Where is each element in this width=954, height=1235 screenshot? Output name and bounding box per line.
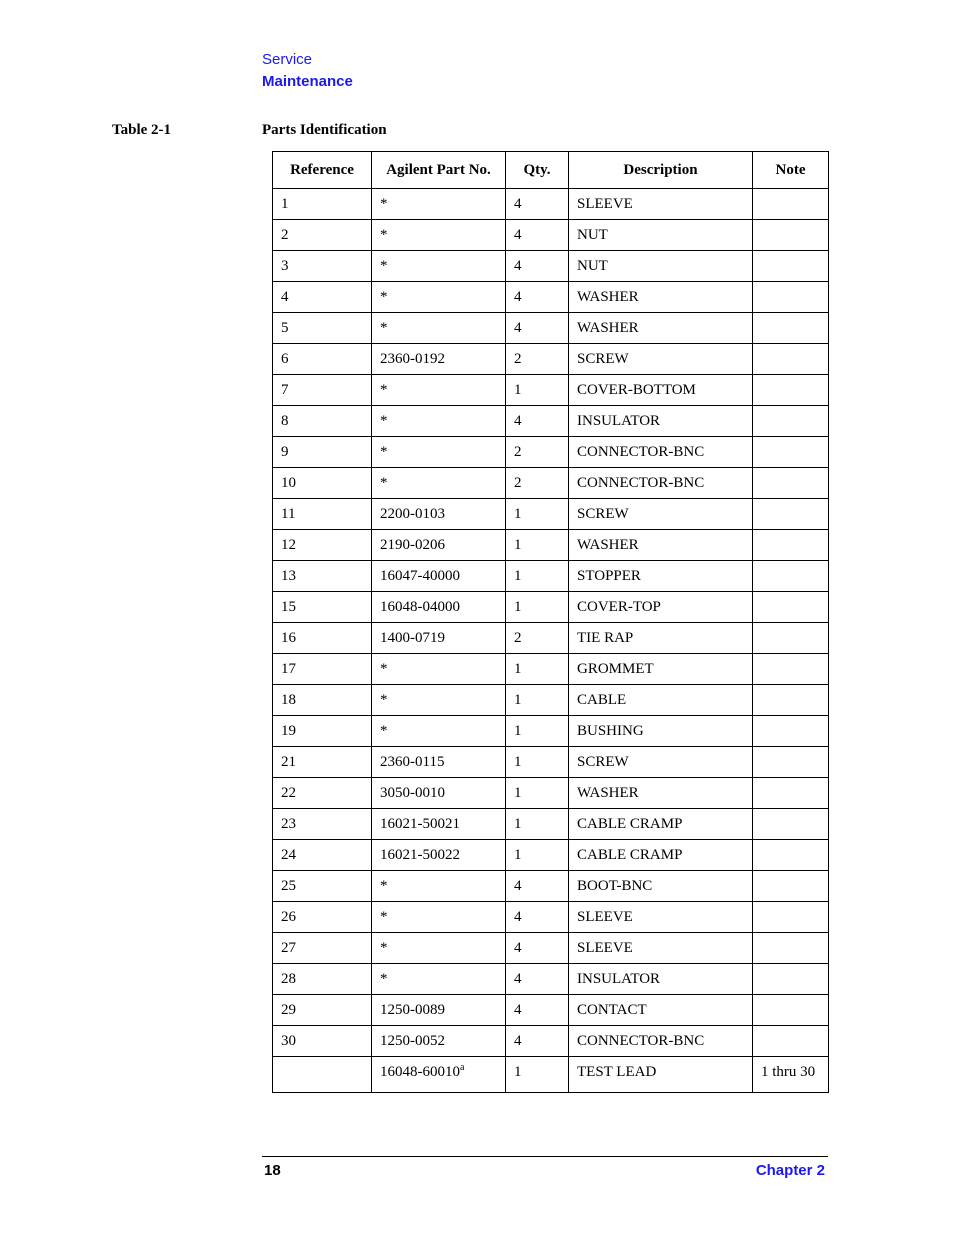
cell-note	[753, 995, 829, 1026]
table-number: Table 2-1	[112, 122, 172, 138]
chapter-link[interactable]: Chapter 2	[755, 1162, 825, 1179]
cell-qty: 1	[506, 1057, 569, 1093]
cell-qty: 1	[506, 499, 569, 530]
table-row	[273, 716, 829, 747]
cell-qty: 1	[506, 685, 569, 716]
column-header-description: Description	[569, 152, 753, 189]
table-row	[273, 685, 829, 716]
cell-qty: 2	[506, 623, 569, 654]
page-number: 18	[264, 1162, 281, 1179]
cell-description: SLEEVE	[569, 933, 753, 964]
cell-part-no: 16047-40000	[372, 561, 506, 592]
cell-part-no: *	[372, 933, 506, 964]
cell-description: CONNECTOR-BNC	[569, 437, 753, 468]
cell-description: CABLE	[569, 685, 753, 716]
cell-description: CABLE CRAMP	[569, 809, 753, 840]
cell-qty: 4	[506, 282, 569, 313]
cell-reference: 23	[273, 809, 372, 840]
table-row	[273, 406, 829, 437]
cell-description: NUT	[569, 251, 753, 282]
cell-part-no: 2360-0192	[372, 344, 506, 375]
table-row	[273, 220, 829, 251]
cell-qty: 4	[506, 1026, 569, 1057]
cell-description: COVER-BOTTOM	[569, 375, 753, 406]
table-row	[273, 840, 829, 871]
cell-note	[753, 406, 829, 437]
cell-description: GROMMET	[569, 654, 753, 685]
table-row	[273, 282, 829, 313]
cell-reference: 4	[273, 282, 372, 313]
cell-reference: 17	[273, 654, 372, 685]
cell-description: WASHER	[569, 778, 753, 809]
cell-note	[753, 344, 829, 375]
cell-reference: 15	[273, 592, 372, 623]
cell-note	[753, 375, 829, 406]
cell-reference: 29	[273, 995, 372, 1026]
cell-reference: 12	[273, 530, 372, 561]
table-row	[273, 592, 829, 623]
table-title: Parts Identification	[262, 122, 387, 138]
cell-part-no: *	[372, 375, 506, 406]
cell-part-no: *	[372, 282, 506, 313]
cell-part-no: 16021-50022	[372, 840, 506, 871]
cell-qty: 1	[506, 778, 569, 809]
cell-note: 1 thru 30	[753, 1057, 829, 1093]
cell-reference: 10	[273, 468, 372, 499]
cell-note	[753, 716, 829, 747]
table-row	[273, 933, 829, 964]
cell-qty: 1	[506, 747, 569, 778]
cell-qty: 2	[506, 437, 569, 468]
cell-qty: 1	[506, 561, 569, 592]
cell-qty: 4	[506, 313, 569, 344]
cell-reference: 25	[273, 871, 372, 902]
cell-qty: 4	[506, 964, 569, 995]
cell-note	[753, 251, 829, 282]
cell-note	[753, 778, 829, 809]
table-row	[273, 623, 829, 654]
cell-qty: 1	[506, 809, 569, 840]
cell-part-no: 2360-0115	[372, 747, 506, 778]
table-body	[273, 189, 829, 1093]
cell-part-no: 16048-04000	[372, 592, 506, 623]
cell-description: NUT	[569, 220, 753, 251]
cell-reference: 22	[273, 778, 372, 809]
cell-note	[753, 623, 829, 654]
cell-description: STOPPER	[569, 561, 753, 592]
cell-qty: 1	[506, 592, 569, 623]
cell-reference: 3	[273, 251, 372, 282]
cell-note	[753, 809, 829, 840]
cell-description: SCREW	[569, 344, 753, 375]
column-header-qty: Qty.	[506, 152, 569, 189]
cell-part-no	[372, 1057, 506, 1093]
cell-reference: 6	[273, 344, 372, 375]
cell-part-no: *	[372, 251, 506, 282]
column-header-reference: Reference	[273, 152, 372, 189]
cell-note	[753, 933, 829, 964]
table-row	[273, 313, 829, 344]
cell-note	[753, 1026, 829, 1057]
cell-reference: 26	[273, 902, 372, 933]
cell-note	[753, 902, 829, 933]
cell-reference: 24	[273, 840, 372, 871]
cell-description: CABLE CRAMP	[569, 840, 753, 871]
cell-qty: 1	[506, 716, 569, 747]
cell-note	[753, 871, 829, 902]
cell-qty: 4	[506, 189, 569, 220]
table-row	[273, 251, 829, 282]
cell-note	[753, 530, 829, 561]
cell-qty: 1	[506, 530, 569, 561]
cell-reference: 8	[273, 406, 372, 437]
cell-note	[753, 685, 829, 716]
cell-note	[753, 468, 829, 499]
cell-part-no: 2190-0206	[372, 530, 506, 561]
footnote-marker: a	[460, 1062, 465, 1073]
cell-part-no: 16021-50021	[372, 809, 506, 840]
cell-part-no: *	[372, 871, 506, 902]
cell-qty: 2	[506, 344, 569, 375]
table-row-test-lead	[273, 1057, 829, 1093]
table-row	[273, 1026, 829, 1057]
cell-part-no: *	[372, 716, 506, 747]
cell-reference: 11	[273, 499, 372, 530]
cell-part-no: *	[372, 964, 506, 995]
cell-description: SCREW	[569, 499, 753, 530]
cell-description: SLEEVE	[569, 902, 753, 933]
cell-reference: 7	[273, 375, 372, 406]
cell-description: COVER-TOP	[569, 592, 753, 623]
cell-reference: 18	[273, 685, 372, 716]
table-row	[273, 437, 829, 468]
table-row	[273, 375, 829, 406]
cell-part-no: 1250-0089	[372, 995, 506, 1026]
table-row	[273, 468, 829, 499]
cell-reference	[273, 1057, 372, 1093]
cell-description: WASHER	[569, 313, 753, 344]
cell-description: TIE RAP	[569, 623, 753, 654]
cell-note	[753, 499, 829, 530]
cell-description: SLEEVE	[569, 189, 753, 220]
cell-description: INSULATOR	[569, 406, 753, 437]
table-row	[273, 902, 829, 933]
cell-description: WASHER	[569, 530, 753, 561]
table-row	[273, 344, 829, 375]
cell-note	[753, 313, 829, 344]
parts-table	[272, 151, 829, 1093]
cell-part-no: *	[372, 468, 506, 499]
cell-note	[753, 189, 829, 220]
cell-part-no: 1250-0052	[372, 1026, 506, 1057]
cell-description: TEST LEAD	[569, 1057, 753, 1093]
cell-description: WASHER	[569, 282, 753, 313]
cell-note	[753, 282, 829, 313]
cell-qty: 4	[506, 995, 569, 1026]
cell-qty: 2	[506, 468, 569, 499]
cell-qty: 1	[506, 840, 569, 871]
table-row	[273, 654, 829, 685]
cell-reference: 5	[273, 313, 372, 344]
table-row	[273, 809, 829, 840]
cell-note	[753, 592, 829, 623]
cell-qty: 1	[506, 654, 569, 685]
cell-qty: 4	[506, 902, 569, 933]
cell-note	[753, 437, 829, 468]
cell-qty: 4	[506, 220, 569, 251]
cell-note	[753, 220, 829, 251]
cell-part-no: *	[372, 902, 506, 933]
cell-description: BOOT-BNC	[569, 871, 753, 902]
cell-description: CONTACT	[569, 995, 753, 1026]
table-row	[273, 499, 829, 530]
cell-reference: 30	[273, 1026, 372, 1057]
cell-qty: 4	[506, 406, 569, 437]
cell-qty: 4	[506, 251, 569, 282]
cell-reference: 19	[273, 716, 372, 747]
part-no-text: 16048-60010	[380, 1064, 460, 1080]
cell-description: INSULATOR	[569, 964, 753, 995]
cell-reference: 21	[273, 747, 372, 778]
cell-note	[753, 654, 829, 685]
cell-reference: 9	[273, 437, 372, 468]
column-header-note: Note	[753, 152, 829, 189]
cell-part-no: *	[372, 654, 506, 685]
cell-reference: 16	[273, 623, 372, 654]
cell-note	[753, 964, 829, 995]
table-row	[273, 995, 829, 1026]
table-row	[273, 530, 829, 561]
cell-qty: 1	[506, 375, 569, 406]
breadcrumb-section: Service	[262, 51, 313, 68]
table-header-row	[273, 152, 829, 189]
cell-part-no: *	[372, 406, 506, 437]
cell-part-no: *	[372, 220, 506, 251]
breadcrumb-subsection: Maintenance	[262, 73, 353, 90]
table-row	[273, 747, 829, 778]
column-header-part-no: Agilent Part No.	[372, 152, 506, 189]
cell-description: CONNECTOR-BNC	[569, 468, 753, 499]
cell-qty: 4	[506, 871, 569, 902]
cell-note	[753, 561, 829, 592]
cell-part-no: 3050-0010	[372, 778, 506, 809]
table-row	[273, 871, 829, 902]
cell-description: BUSHING	[569, 716, 753, 747]
table-row	[273, 964, 829, 995]
cell-part-no: *	[372, 437, 506, 468]
cell-reference: 13	[273, 561, 372, 592]
cell-qty: 4	[506, 933, 569, 964]
cell-reference: 2	[273, 220, 372, 251]
cell-part-no: 1400-0719	[372, 623, 506, 654]
cell-reference: 1	[273, 189, 372, 220]
table-row	[273, 778, 829, 809]
cell-note	[753, 747, 829, 778]
cell-reference: 28	[273, 964, 372, 995]
table-row	[273, 189, 829, 220]
cell-part-no: *	[372, 313, 506, 344]
cell-part-no: *	[372, 189, 506, 220]
cell-description: CONNECTOR-BNC	[569, 1026, 753, 1057]
cell-part-no: 2200-0103	[372, 499, 506, 530]
cell-part-no: *	[372, 685, 506, 716]
cell-note	[753, 840, 829, 871]
table-row	[273, 561, 829, 592]
cell-description: SCREW	[569, 747, 753, 778]
footer-rule	[262, 1156, 828, 1157]
cell-reference: 27	[273, 933, 372, 964]
